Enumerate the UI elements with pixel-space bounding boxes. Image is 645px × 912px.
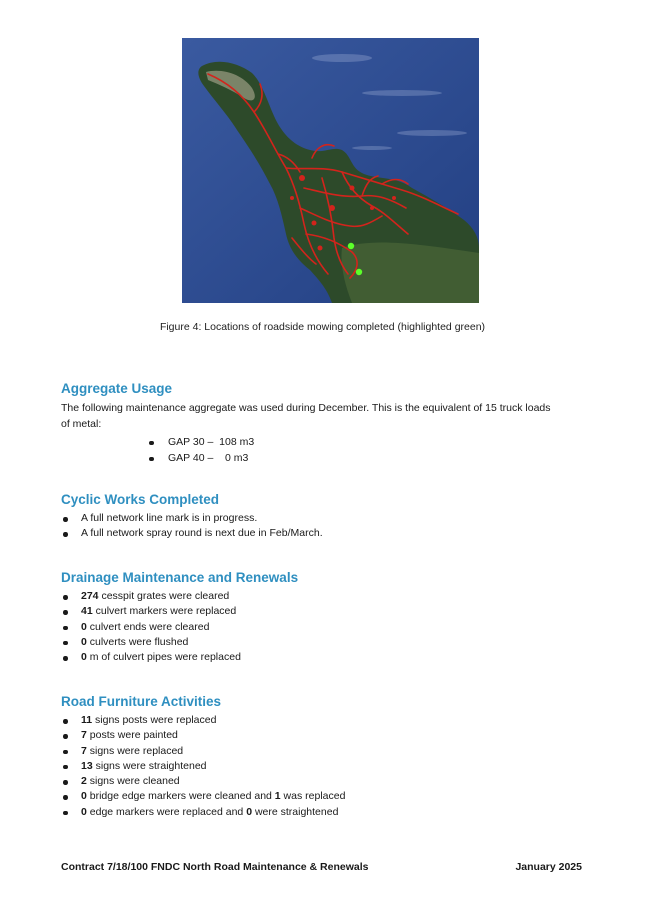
list-item: 2 signs were cleaned xyxy=(61,774,601,789)
aggregate-usage-heading: Aggregate Usage xyxy=(61,381,173,396)
list-item: A full network line mark is in progress. xyxy=(61,511,601,526)
figure-caption: Figure 4: Locations of roadside mowing completed (highlighted green) xyxy=(159,321,486,333)
list-item: 0 bridge edge markers were cleaned and 1 was replaced xyxy=(61,789,601,804)
road-furniture-section xyxy=(61,694,601,820)
list-item: 0 edge markers were replaced and 0 were straightened xyxy=(61,805,601,820)
footer-date: January 2025 xyxy=(515,861,582,873)
drainage-section xyxy=(61,570,601,665)
list-item: 274 cesspit grates were cleared xyxy=(61,589,601,604)
drainage-list xyxy=(61,589,601,665)
list-item: A full network spray round is next due in Feb/March. xyxy=(61,526,601,541)
mowing-location-marker xyxy=(356,269,362,275)
list-item: 41 culvert markers were replaced xyxy=(61,604,601,619)
cyclic-works-section xyxy=(61,492,601,542)
list-item: 13 signs were straightened xyxy=(61,759,601,774)
cyclic-works-list xyxy=(61,511,601,542)
page-footer xyxy=(61,861,582,873)
list-item: 0 culvert ends were cleared xyxy=(61,620,601,635)
list-item: 7 signs were replaced xyxy=(61,744,601,759)
list-item: 0 culverts were flushed xyxy=(61,635,601,650)
road-furniture-heading: Road Furniture Activities xyxy=(61,694,222,709)
aggregate-intro: The following maintenance aggregate was used during December. This is the equivalent of 15 truck loads of metal: xyxy=(61,402,551,430)
satellite-map-image xyxy=(182,38,479,303)
mowing-location-marker xyxy=(348,243,354,249)
cyclic-works-heading: Cyclic Works Completed xyxy=(61,492,220,507)
aggregate-list xyxy=(61,434,601,466)
aggregate-usage-section xyxy=(61,381,601,466)
mowing-locations-map xyxy=(182,38,479,303)
road-furniture-list xyxy=(61,713,601,820)
list-item: GAP 30 – 108 m3 xyxy=(61,434,601,450)
drainage-heading: Drainage Maintenance and Renewals xyxy=(61,570,299,585)
list-item: 11 signs posts were replaced xyxy=(61,713,601,728)
footer-contract: Contract 7/18/100 FNDC North Road Maintenance & Renewals xyxy=(61,861,369,873)
list-item: 7 posts were painted xyxy=(61,728,601,743)
list-item: GAP 40 – 0 m3 xyxy=(61,450,601,466)
list-item: 0 m of culvert pipes were replaced xyxy=(61,650,601,665)
farmland xyxy=(341,243,479,303)
